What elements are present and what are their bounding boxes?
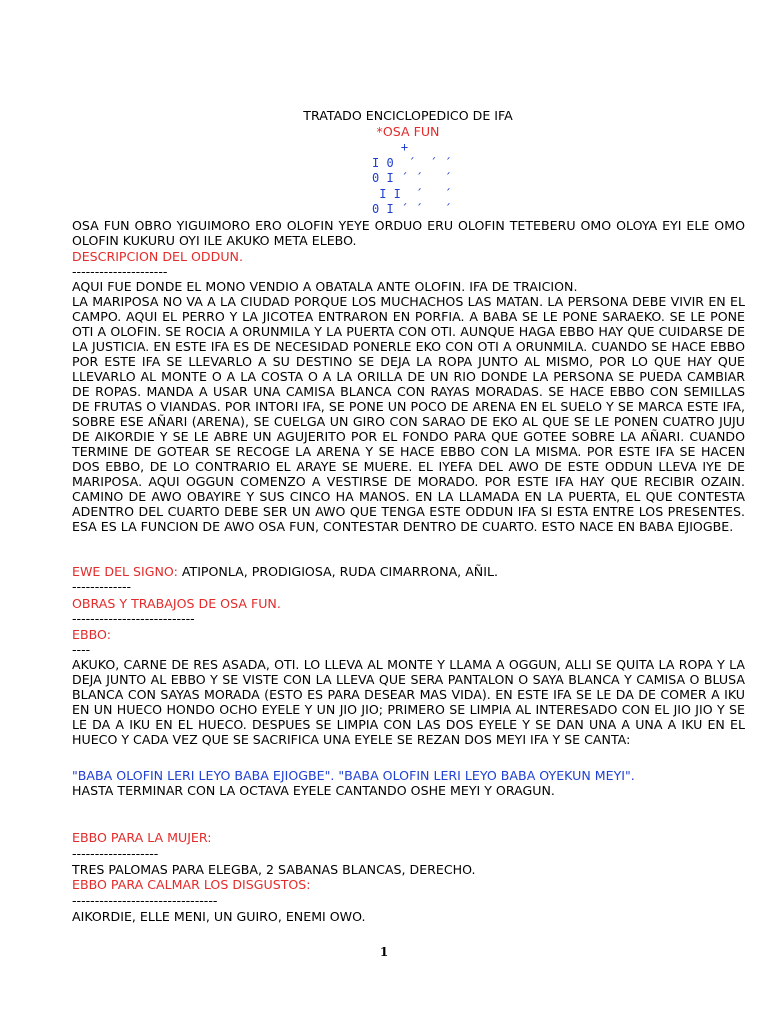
ebbo-heading: EBBO: <box>72 627 111 642</box>
obras-heading: OBRAS Y TRABAJOS DE OSA FUN. <box>72 596 281 611</box>
mujer-heading: EBBO PARA LA MUJER: <box>72 830 212 845</box>
description-heading: DESCRIPCION DEL ODDUN. <box>72 249 243 264</box>
page-number: 1 <box>379 945 389 959</box>
obras-rule: --------------------------- <box>72 611 195 626</box>
calmar-text: AIKORDIE, ELLE MENI, UN GUIRO, ENEMI OWO. <box>72 909 366 924</box>
intro-paragraph: OSA FUN OBRO YIGUIMORO ERO OLOFIN YEYE ORDUO ERU OLOFIN TETEBERU OMO OLOYA EYI ELE OMO OLOFIN KUKURU OYI ILE AKUKO META ELEBO. <box>72 218 745 248</box>
glyph-line: I 0 ´ ´ ´ <box>372 155 452 170</box>
description-first-line: AQUI FUE DONDE EL MONO VENDIO A OBATALA ANTE OLOFIN. IFA DE TRAICION. <box>72 279 578 294</box>
ewe-rule: ------------- <box>72 579 132 594</box>
mujer-text: TRES PALOMAS PARA ELEGBA, 2 SABANAS BLANCAS, DERECHO. <box>72 862 476 877</box>
ewe-label: EWE DEL SIGNO: <box>72 564 178 579</box>
document-title: TRATADO ENCICLOPEDICO DE IFA <box>303 108 513 123</box>
mujer-rule: ------------------- <box>72 846 159 861</box>
description-rule: --------------------- <box>72 264 168 279</box>
sign-name: *OSA FUN <box>376 124 440 139</box>
ifa-sign-glyph <box>372 140 452 218</box>
ewe-text: ATIPONLA, PRODIGIOSA, RUDA CIMARRONA, AÑIL. <box>177 564 498 579</box>
song-verse: "BABA OLOFIN LERI LEYO BABA EJIOGBE". "BABA OLOFIN LERI LEYO BABA OYEKUN MEYI". <box>72 768 635 783</box>
glyph-line: + <box>372 140 409 154</box>
song-end: HASTA TERMINAR CON LA OCTAVA EYELE CANTANDO OSHE MEYI Y ORAGUN. <box>72 783 555 798</box>
ebbo-rule: ---- <box>72 642 91 657</box>
description-body: LA MARIPOSA NO VA A LA CIUDAD PORQUE LOS MUCHACHOS LAS MATAN. LA PERSONA DEBE VIVIR EN EL CAMPO. AQUI EL PERRO Y LA JICOTEA ENTRARON EN PORFIA. A BABA SE LE PONE SARAEKO. SE LE PONE OTI A OLOFIN. SE ROCIA A ORUNMILA Y LA PUERTA CON OTI. AUNQUE HAGA EBBO HAY QUE CUIDARSE DE LA JUSTICIA. EN ESTE IFA ES DE NECESIDAD PONERLE EKO CON OTI A ORUNMILA. CUANDO SE HACE EBBO POR ESTE IFA SE LLEVARLO A SU DESTINO SE DEJA LA ROPA JUNTO AL MISMO, POR LO QUE HAY QUE LLEVARLO AL MONTE O A LA COSTA O A LA ORILLA DE UN RIO DONDE LA PERSONA SE PUEDA CAMBIAR DE ROPAS. MANDA A USAR UNA CAMISA BLANCA CON RAYAS MORADAS. SE HACE EBBO CON SEMILLAS DE FRUTAS O VIANDAS. POR INTORI IFA, SE PONE UN POCO DE ARENA EN EL SUELO Y SE MARCA ESTE IFA, SOBRE ESE AÑARI (ARENA), SE CUELGA UN GIRO CON SARAO DE EKO AL QUE SE LE PONEN CUATRO JUJU DE AIKORDIE Y SE LE ABRE UN AGUJERITO POR EL FONDO PARA QUE GOTEE SOBRE LA AÑARI. CUANDO TERMINE DE GOTEAR SE RECOGE LA ARENA Y SE HACE EBBO CON LA MISMA. POR ESTE IFA SE HACEN DOS EBBO, DE LO CONTRARIO EL ARAYE SE MUERE. EL IYEFA DEL AWO DE ESTE ODDUN LLEVA IYE DE MARIPOSA. AQUI OGGUN COMENZO A VESTIRSE DE MORADO. POR ESTE IFA HAY QUE RECIBIR OZAIN. CAMINO DE AWO OBAYIRE Y SUS CINCO HA MANOS. EN LA LLAMADA EN LA PUERTA, EL QUE CONTESTA ADENTRO DEL CUARTO DEBE SER UN AWO QUE TENGA ESTE ODDUN IFA SI ESTA ENTRE LOS PRESENTES. ESA ES LA FUNCION DE AWO OSA FUN, CONTESTAR DENTRO DE CUARTO. ESTO NACE EN BABA EJIOGBE. <box>72 294 745 534</box>
glyph-line: I I ´ ´ <box>372 186 452 201</box>
calmar-rule: -------------------------------- <box>72 893 218 908</box>
calmar-heading: EBBO PARA CALMAR LOS DISGUSTOS: <box>72 877 311 892</box>
ewe-line <box>72 564 745 579</box>
glyph-line: 0 I ´ ´ ´ <box>372 171 452 185</box>
ebbo-body: AKUKO, CARNE DE RES ASADA, OTI. LO LLEVA AL MONTE Y LLAMA A OGGUN, ALLI SE QUITA LA ROPA Y LA DEJA JUNTO AL EBBO Y SE VISTE CON LA LLEVA QUE SERA PANTALON O SAYA BLANCA Y CAMISA O BLUSA BLANCA CON SAYAS MORADA (ESTO ES PARA DESEAR MAS VIDA). EN ESTE IFA SE LE DA DE COMER A IKU EN UN HUECO HONDO OCHO EYELE Y UN JIO JIO; PRIMERO SE LIMPIA AL INTERESADO CON EL JIO JIO Y SE LE DA A IKU EN EL HUECO. DESPUES SE LIMPIA CON LAS DOS EYELE Y SE DAN UNA A UNA A IKU EN EL HUECO Y CADA VEZ QUE SE SACRIFICA UNA EYELE SE REZAN DOS MEYI IFA Y SE CANTA: <box>72 657 745 747</box>
glyph-line: 0 I ´ ´ ´ <box>372 202 452 216</box>
